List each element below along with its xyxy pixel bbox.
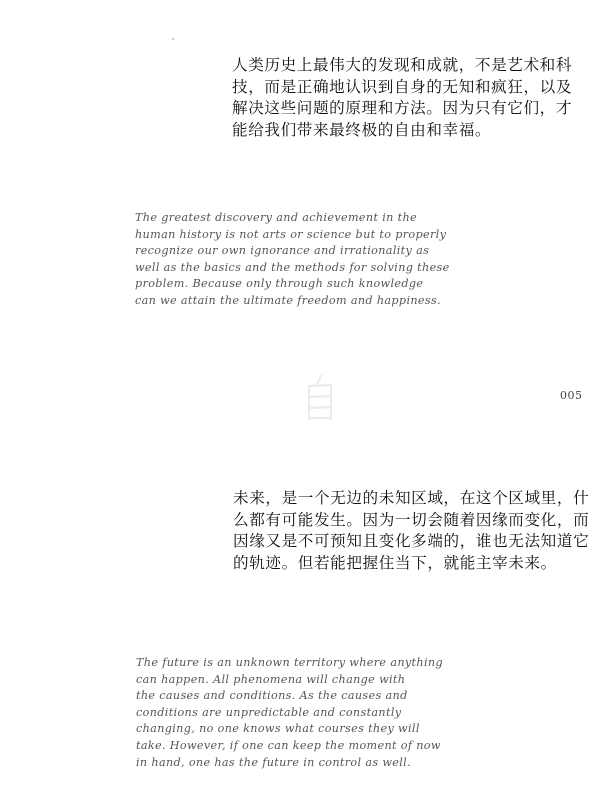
text-line: 人类历史上最伟大的发现和成就，不是艺术和科	[232, 56, 573, 74]
chinese-passage-2	[233, 488, 595, 574]
text-line: well as the basics and the methods for solving these	[135, 260, 450, 274]
page-number: 005	[560, 389, 583, 402]
text-line: can happen. All phenomena will change with	[136, 672, 406, 686]
text-line: The greatest discovery and achievement in the	[135, 211, 417, 224]
text-line: in hand, one has the future in control as well.	[136, 755, 412, 769]
text-line: 么都有可能发生。因为一切会随着因缘而变化，而	[233, 510, 590, 529]
text-line: 的轨迹。但若能把握住当下，就能主宰未来。	[233, 553, 557, 572]
text-line: 技，而是正确地认识到自身的无知和疯狂，以及	[232, 77, 573, 96]
text-line: the causes and conditions. As the causes and	[136, 689, 408, 703]
chinese-passage-1	[232, 55, 592, 141]
english-passage-1	[135, 210, 495, 310]
text-line: human history is not arts or science but to properly	[135, 227, 447, 241]
text-line: The future is an unknown territory where anything	[136, 656, 443, 669]
text-line: recognize our own ignorance and irrationality as	[135, 244, 430, 258]
text-line: 解决这些问题的原理和方法。因为只有它们，才	[232, 99, 573, 117]
text-line: changing, no one knows what courses they will	[136, 722, 420, 736]
scan-speck	[172, 38, 174, 40]
text-line: take. However, if one can keep the moment of now	[136, 738, 441, 752]
text-line: conditions are unpredictable and constantly	[136, 705, 402, 719]
text-line: 未来，是一个无边的未知区域，在这个区域里，什	[233, 489, 590, 507]
text-line: can we attain the ultimate freedom and happiness.	[135, 293, 441, 307]
watermark-glyph	[300, 373, 340, 423]
text-line: problem. Because only through such knowledge	[135, 277, 424, 291]
text-line: 能给我们带来最终极的自由和幸福。	[232, 120, 492, 139]
text-line: 因缘又是不可预知且变化多端的，谁也无法知道它	[233, 532, 590, 550]
english-passage-2	[136, 655, 496, 771]
